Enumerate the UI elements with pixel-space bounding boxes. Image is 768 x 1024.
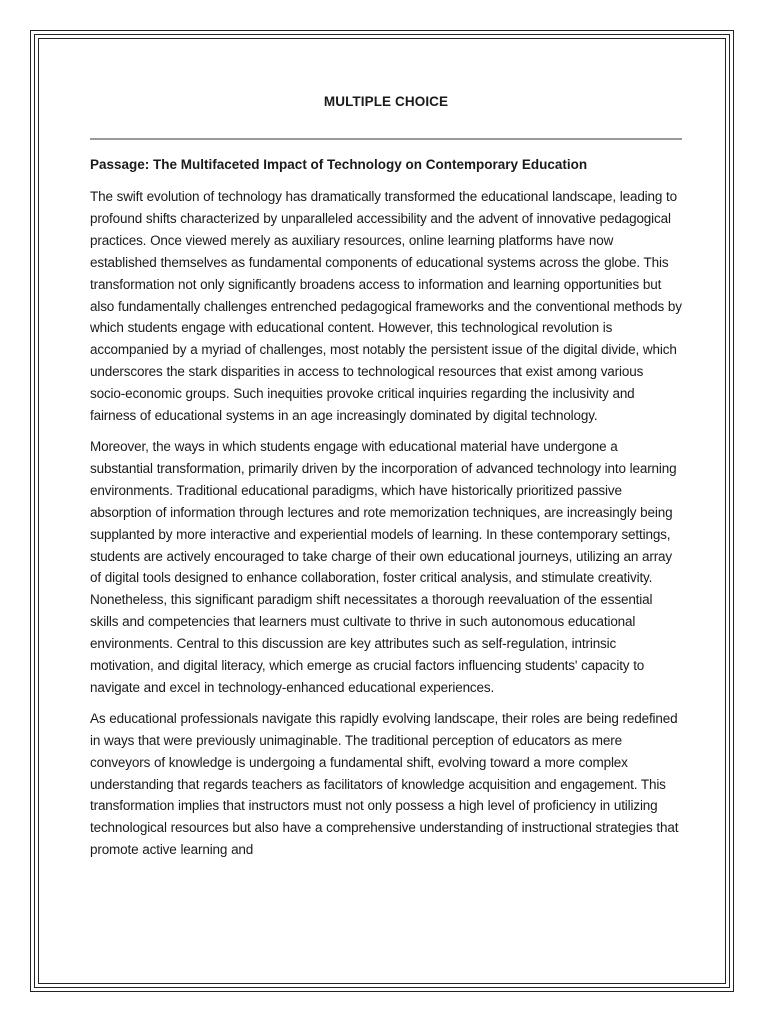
passage-title: Passage: The Multifaceted Impact of Technology on Contemporary Education xyxy=(90,157,588,172)
paragraph-3: As educational professionals navigate this rapidly evolving landscape, their roles are being redefined in ways that were previously unimaginable. The traditional perception of educators as mere conveyors of knowledge is undergoing a fundamental shift, evolving toward a more complex understanding that regards teachers as facilitators of knowledge acquisition and engagement. This transformation implies that instructors must not only possess a high level of proficiency in utilizing technological resources but also have a comprehensive understanding of instructional strategies that promote active learning and xyxy=(90,710,679,858)
heading-divider xyxy=(90,138,682,140)
section-heading: MULTIPLE CHOICE xyxy=(323,94,449,109)
document-content xyxy=(90,92,682,870)
paragraph-2: Moreover, the ways in which students engage with educational material have undergone a substantial transformation, primarily driven by the incorporation of advanced technology into learning environments. Traditional educational paradigms, which have historically prioritized passive absorption of information through lectures and rote memorization techniques, are increasingly being supplanted by more interactive and experiential models of learning. In these contemporary settings, students are actively encouraged to take charge of their own educational journeys, utilizing an array of digital tools designed to enhance collaboration, foster critical analysis, and stimulate creativity. Nonetheless, this significant paradigm shift necessitates a thorough reevaluation of the essential skills and competencies that learners must cultivate to thrive in such autonomous educational environments. Central to this discussion are key attributes such as self-regulation, intrinsic motivation, and digital literacy, which emerge as crucial factors influencing students' capacity to navigate and excel in technology-enhanced educational experiences. xyxy=(90,438,677,695)
paragraph-1: The swift evolution of technology has dramatically transformed the educational landscape, leading to profound shifts characterized by unparalleled accessibility and the advent of innovative pedagogical practices. Once viewed merely as auxiliary resources, online learning platforms have now established themselves as fundamental components of educational systems across the globe. This transformation not only significantly broadens access to information and learning opportunities but also fundamentally challenges entrenched pedagogical frameworks and the conventional methods by which students engage with educational content. However, this technological revolution is accompanied by a myriad of challenges, most notably the persistent issue of the digital divide, which underscores the stark disparities in access to technological resources that exist among various socio-economic groups. Such inequities provoke critical inquiries regarding the inclusivity and fairness of educational systems in an age increasingly dominated by digital technology. xyxy=(90,189,682,424)
